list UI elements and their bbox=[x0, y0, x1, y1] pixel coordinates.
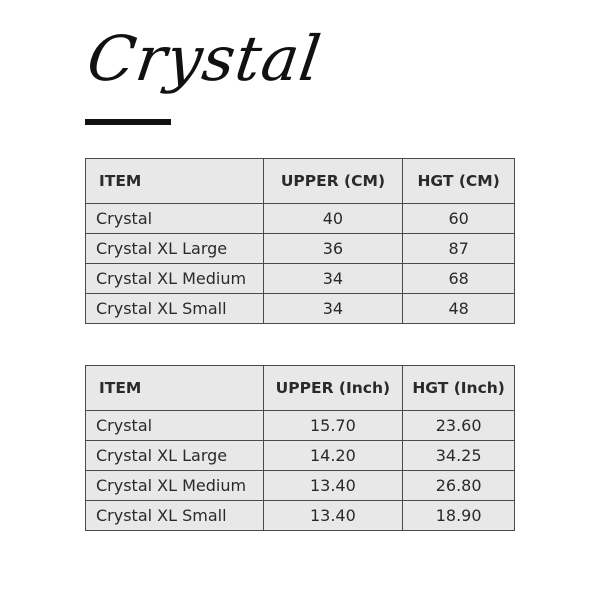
upper-cell: 34 bbox=[263, 264, 403, 294]
size-table-cm bbox=[85, 158, 515, 324]
size-table-inch bbox=[85, 365, 515, 531]
height-cell: 60 bbox=[403, 204, 515, 234]
column-header-height: HGT (CM) bbox=[403, 159, 515, 204]
column-header-upper: UPPER (CM) bbox=[263, 159, 403, 204]
column-header-item: ITEM bbox=[86, 366, 264, 411]
item-cell: Crystal XL Large bbox=[86, 441, 264, 471]
table-row bbox=[86, 471, 515, 501]
height-cell: 87 bbox=[403, 234, 515, 264]
upper-cell: 34 bbox=[263, 294, 403, 324]
table-row bbox=[86, 204, 515, 234]
table-header-row bbox=[86, 366, 515, 411]
item-cell: Crystal XL Small bbox=[86, 294, 264, 324]
upper-cell: 13.40 bbox=[263, 501, 403, 531]
table-row bbox=[86, 441, 515, 471]
table-header-row bbox=[86, 159, 515, 204]
upper-cell: 13.40 bbox=[263, 471, 403, 501]
table-row bbox=[86, 501, 515, 531]
page-title: Crystal bbox=[82, 22, 326, 95]
upper-cell: 40 bbox=[263, 204, 403, 234]
height-cell: 18.90 bbox=[403, 501, 515, 531]
upper-cell: 14.20 bbox=[263, 441, 403, 471]
height-cell: 26.80 bbox=[403, 471, 515, 501]
column-header-height: HGT (Inch) bbox=[403, 366, 515, 411]
height-cell: 68 bbox=[403, 264, 515, 294]
title-underline bbox=[85, 119, 171, 125]
item-cell: Crystal bbox=[86, 204, 264, 234]
column-header-item: ITEM bbox=[86, 159, 264, 204]
upper-cell: 15.70 bbox=[263, 411, 403, 441]
column-header-upper: UPPER (Inch) bbox=[263, 366, 403, 411]
item-cell: Crystal XL Medium bbox=[86, 471, 264, 501]
table-row bbox=[86, 294, 515, 324]
table-row bbox=[86, 234, 515, 264]
height-cell: 48 bbox=[403, 294, 515, 324]
table-row bbox=[86, 264, 515, 294]
height-cell: 23.60 bbox=[403, 411, 515, 441]
table-row bbox=[86, 411, 515, 441]
item-cell: Crystal XL Small bbox=[86, 501, 264, 531]
item-cell: Crystal bbox=[86, 411, 264, 441]
item-cell: Crystal XL Large bbox=[86, 234, 264, 264]
upper-cell: 36 bbox=[263, 234, 403, 264]
height-cell: 34.25 bbox=[403, 441, 515, 471]
item-cell: Crystal XL Medium bbox=[86, 264, 264, 294]
